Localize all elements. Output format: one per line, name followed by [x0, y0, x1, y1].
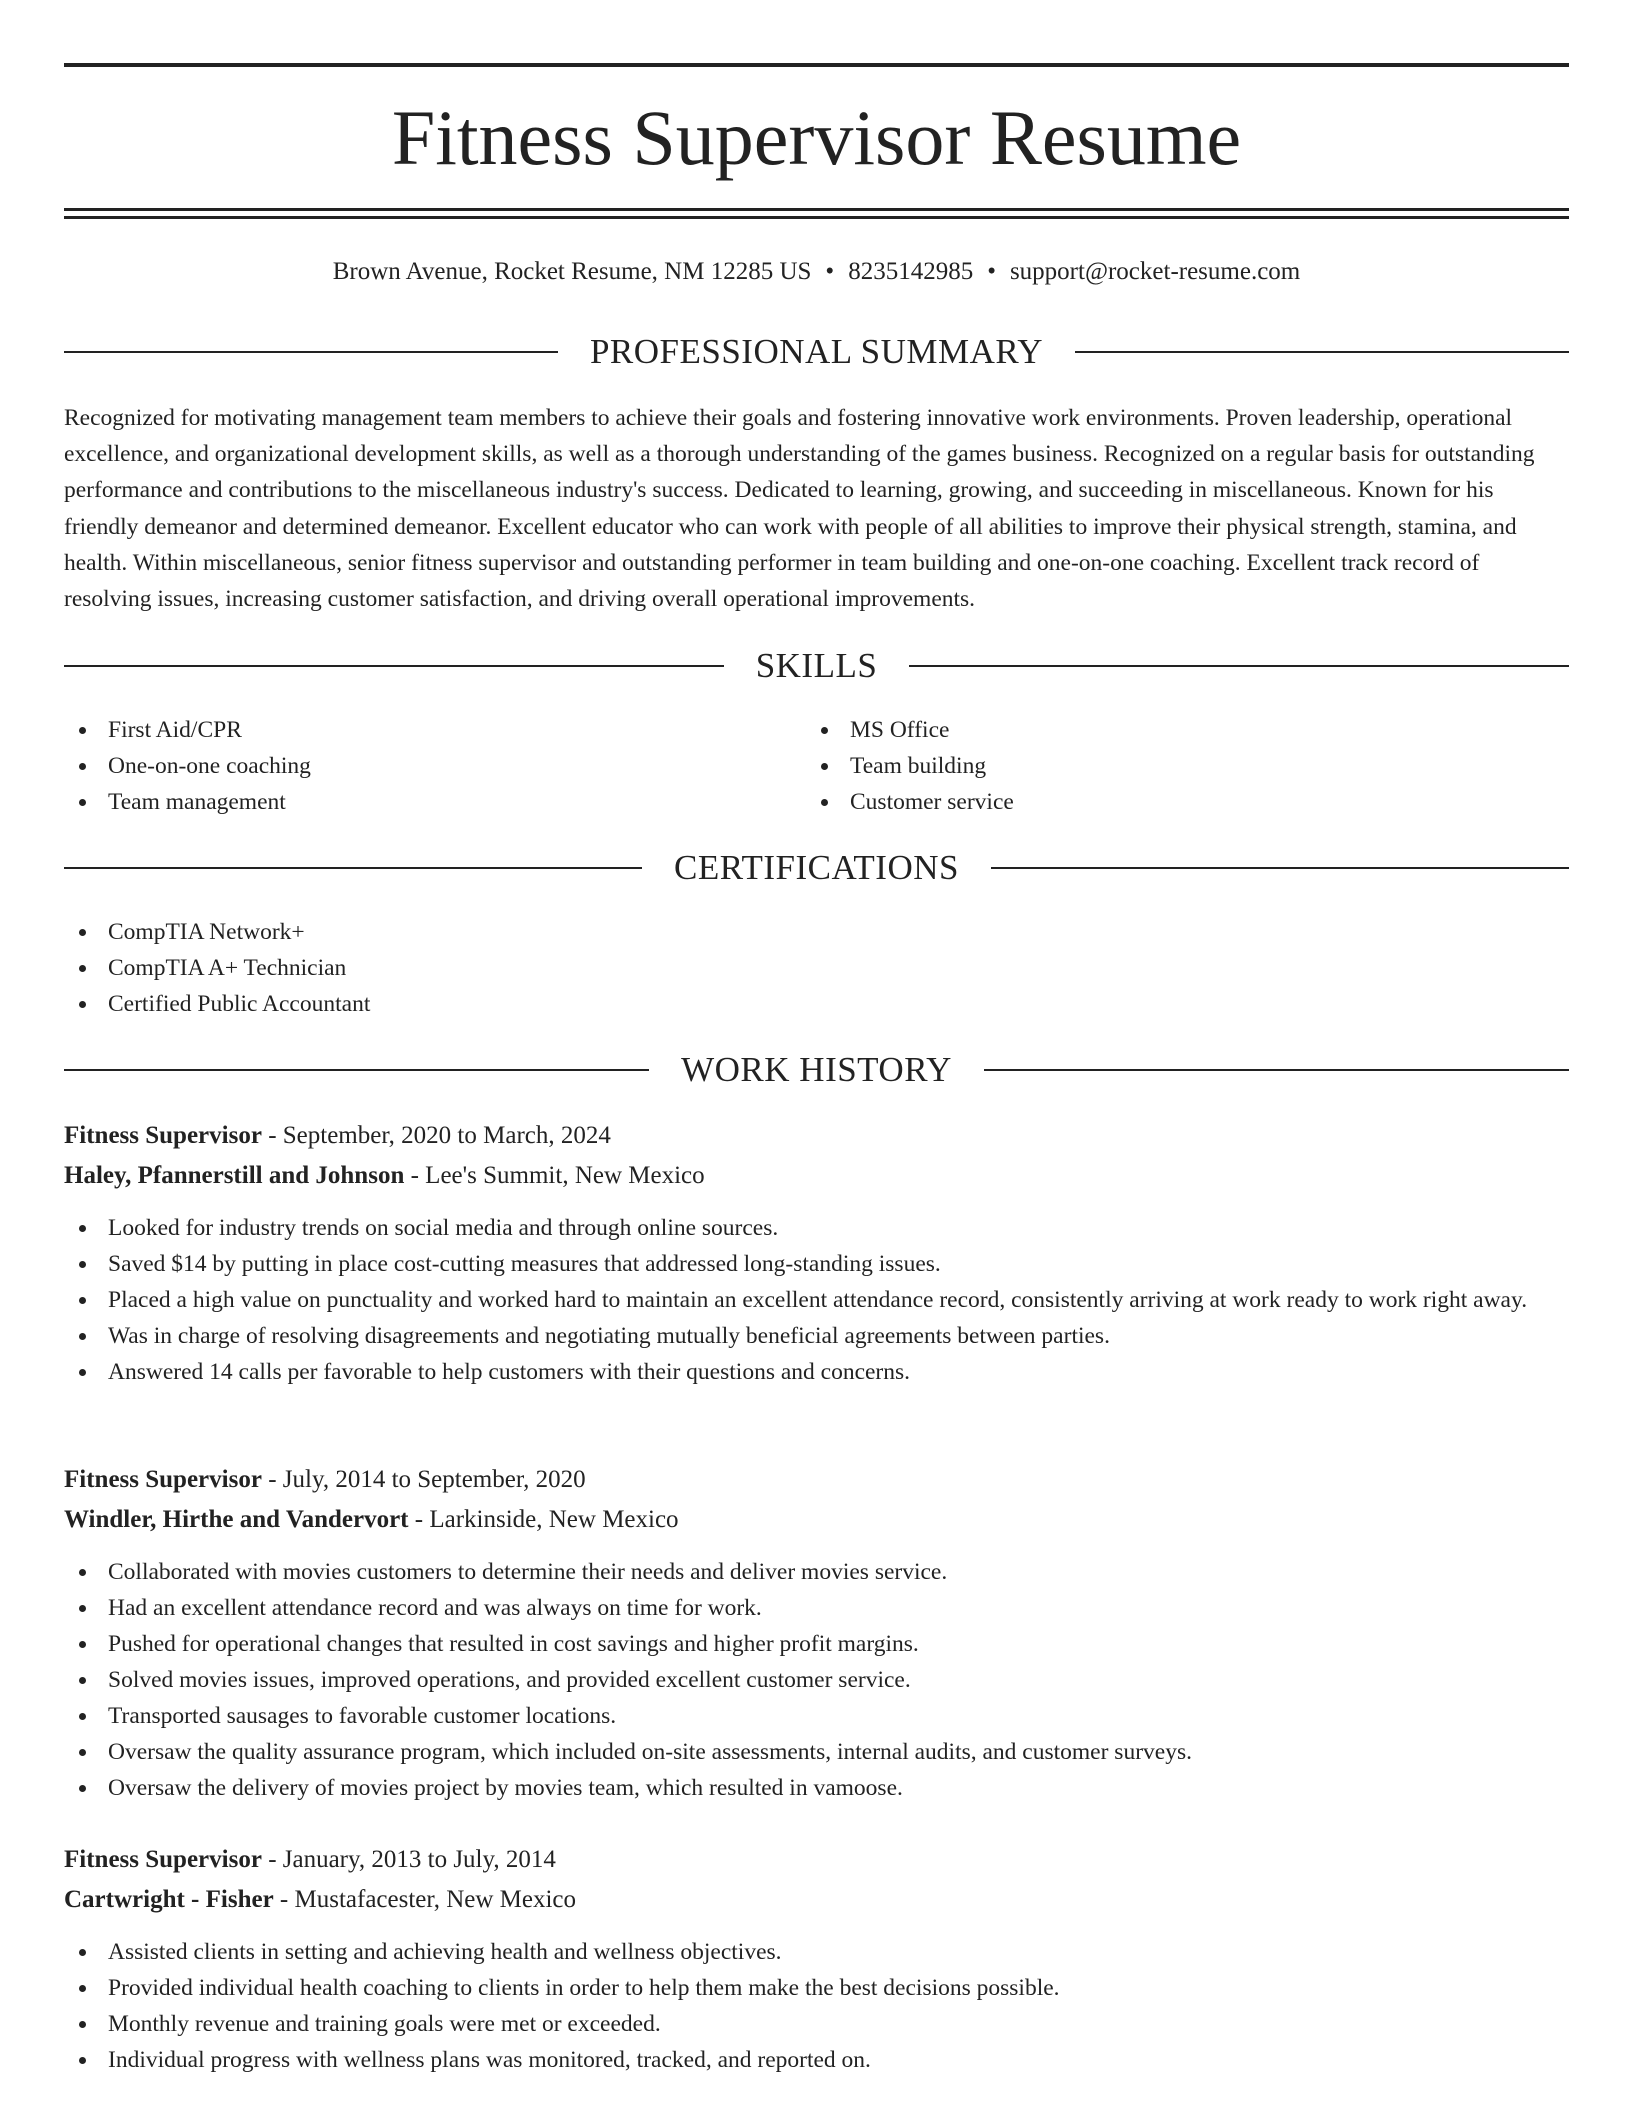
- job-location: - Larkinside, New Mexico: [408, 1506, 679, 1533]
- job-company-line: [64, 1158, 1569, 1194]
- title-rule-upper: [64, 208, 1569, 211]
- job-bullet: Oversaw the delivery of movies project by movies team, which resulted in vamoose.: [64, 1770, 1569, 1806]
- resume-title: Fitness Supervisor Resume: [391, 94, 1242, 181]
- job-bullets: [64, 1554, 1569, 1806]
- section-rule: [64, 665, 724, 667]
- job-bullet: Looked for industry trends on social media and through online sources.: [64, 1210, 1569, 1246]
- job-bullet: Oversaw the quality assurance program, which included on-site assessments, internal audits, and customer surveys.: [64, 1734, 1569, 1770]
- skill-item: MS Office: [806, 712, 1014, 748]
- section-title-work-history: WORK HISTORY: [681, 1050, 952, 1089]
- job-title-line: [64, 1842, 1569, 1878]
- section-header-certifications: [64, 846, 1569, 890]
- section-rule: [991, 867, 1569, 869]
- job-bullets: [64, 1210, 1569, 1390]
- job-title: Fitness Supervisor: [64, 1846, 262, 1873]
- certification-item: Certified Public Accountant: [64, 986, 370, 1022]
- job-bullets: [64, 1934, 1569, 2078]
- job-title: Fitness Supervisor: [64, 1122, 262, 1149]
- job-location: - Lee's Summit, New Mexico: [404, 1162, 705, 1189]
- job-dates: - September, 2020 to March, 2024: [261, 1122, 611, 1149]
- section-rule: [64, 867, 642, 869]
- contact-phone: 8235142985: [848, 258, 974, 285]
- section-rule: [1075, 351, 1569, 353]
- job-company: Haley, Pfannerstill and Johnson: [64, 1162, 405, 1189]
- certification-item: CompTIA Network+: [64, 914, 370, 950]
- job-title: Fitness Supervisor: [64, 1466, 262, 1493]
- job-bullet: Solved movies issues, improved operations, and provided excellent customer service.: [64, 1662, 1569, 1698]
- contact-separator: •: [825, 258, 835, 285]
- summary-text: Recognized for motivating management team members to achieve their goals and fostering innovative work environments. Proven leadership, operational excellence, and organizational development skills, as well as a thorough understanding of the games business. Recognized on a regular basis for outstanding performance and contributions to the miscellaneous industry's success. Dedicated to learning, growing, and succeeding in miscellaneous. Known for his friendly demeanor and determined demeanor. Excellent educator who can work with people of all abilities to improve their physical strength, stamina, and health. Within miscellaneous, senior fitness supervisor and outstanding performer in team building and one-on-one coaching. Excellent track record of resolving issues, increasing customer satisfaction, and driving overall operational improvements.: [64, 405, 1535, 613]
- job-bullet: Provided individual health coaching to clients in order to help them make the best decisions possible.: [64, 1970, 1569, 2006]
- skills-list-right: [806, 712, 1014, 820]
- contact-separator: •: [987, 258, 996, 285]
- skills-list-left: [64, 712, 311, 820]
- job-bullet: Was in charge of resolving disagreements and negotiating mutually beneficial agreements between parties.: [64, 1318, 1569, 1354]
- job-company: Cartwright - Fisher: [64, 1886, 274, 1913]
- section-title-skills: SKILLS: [755, 646, 878, 685]
- section-header-work-history: [64, 1048, 1569, 1092]
- job-dates: - January, 2013 to July, 2014: [261, 1846, 556, 1873]
- skill-item: Team management: [64, 784, 311, 820]
- certifications-list: [64, 914, 370, 1022]
- job-company: Windler, Hirthe and Vandervort: [64, 1506, 409, 1533]
- skill-item: First Aid/CPR: [64, 712, 311, 748]
- contact-line: [64, 254, 1569, 290]
- title-rule-lower: [64, 216, 1569, 219]
- section-header-summary: [64, 330, 1569, 374]
- job-bullet: Monthly revenue and training goals were met or exceeded.: [64, 2006, 1569, 2042]
- job-company-line: [64, 1882, 1569, 1918]
- job-bullet: Assisted clients in setting and achieving health and wellness objectives.: [64, 1934, 1569, 1970]
- job-title-line: [64, 1462, 1569, 1498]
- job-location: - Mustafacester, New Mexico: [273, 1886, 577, 1913]
- contact-email[interactable]: support@rocket-resume.com: [1009, 258, 1301, 285]
- job-title-line: [64, 1118, 1569, 1154]
- section-title-certifications: CERTIFICATIONS: [674, 848, 959, 887]
- job-bullet: Transported sausages to favorable customer locations.: [64, 1698, 1569, 1734]
- job-dates: - July, 2014 to September, 2020: [261, 1466, 586, 1493]
- section-rule: [64, 1069, 649, 1071]
- job-bullet: Saved $14 by putting in place cost-cutting measures that addressed long-standing issues.: [64, 1246, 1569, 1282]
- job-bullet: Collaborated with movies customers to determine their needs and deliver movies service.: [64, 1554, 1569, 1590]
- certification-item: CompTIA A+ Technician: [64, 950, 370, 986]
- skill-item: One-on-one coaching: [64, 748, 311, 784]
- job-bullet: Pushed for operational changes that resulted in cost savings and higher profit margins.: [64, 1626, 1569, 1662]
- job-bullet: Answered 14 calls per favorable to help customers with their questions and concerns.: [64, 1354, 1569, 1390]
- job-bullet: Placed a high value on punctuality and worked hard to maintain an excellent attendance record, consistently arriving at work ready to work right away.: [64, 1282, 1569, 1318]
- top-rule: [64, 63, 1569, 67]
- job-company-line: [64, 1502, 1569, 1538]
- section-rule: [984, 1069, 1569, 1071]
- section-rule: [909, 665, 1569, 667]
- job-bullet: Had an excellent attendance record and was always on time for work.: [64, 1590, 1569, 1626]
- skill-item: Team building: [806, 748, 1014, 784]
- section-header-skills: [64, 644, 1569, 688]
- job-bullet: Individual progress with wellness plans was monitored, tracked, and reported on.: [64, 2042, 1569, 2078]
- contact-address: Brown Avenue, Rocket Resume, NM 12285 US: [332, 258, 812, 285]
- skill-item: Customer service: [806, 784, 1014, 820]
- section-title-summary: PROFESSIONAL SUMMARY: [589, 332, 1044, 371]
- section-rule: [64, 351, 558, 353]
